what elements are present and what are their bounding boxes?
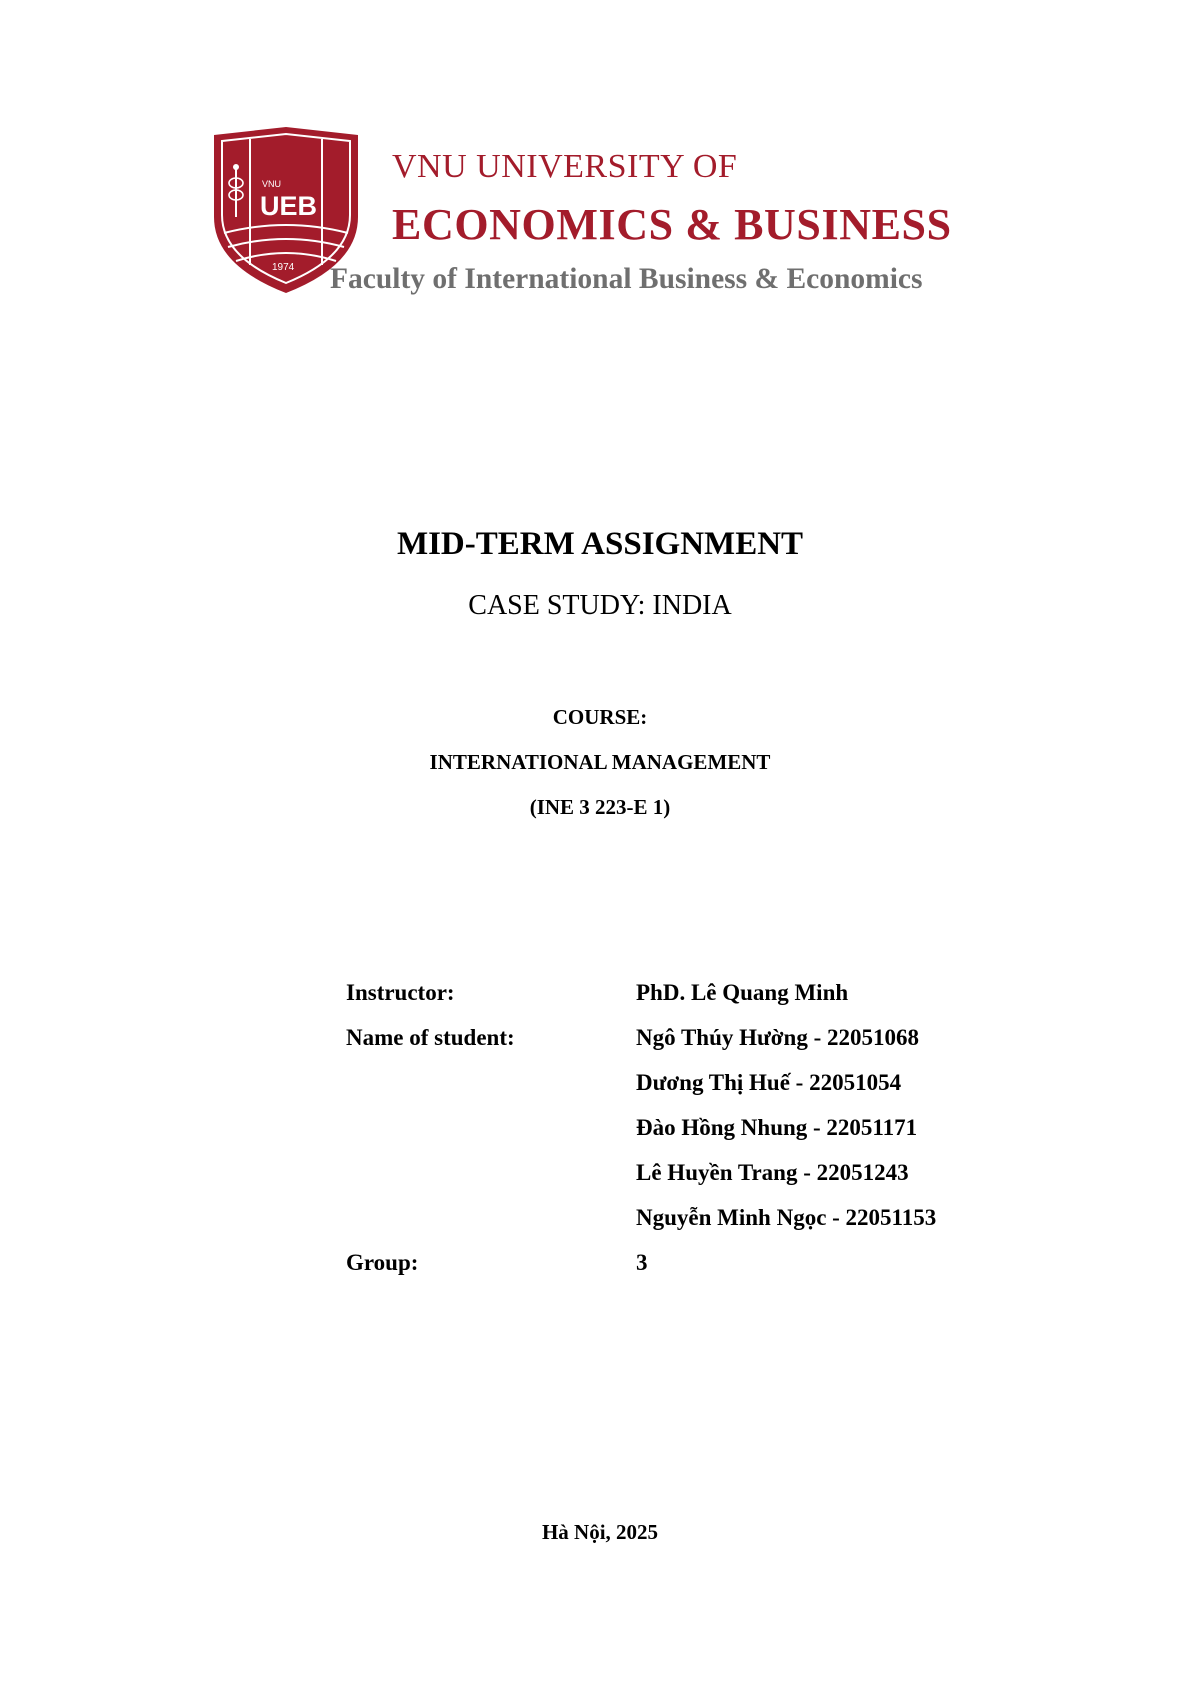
course-label: COURSE: (552, 705, 648, 729)
group-value: 3 (636, 1250, 648, 1275)
university-name-line1: VNU UNIVERSITY OF (392, 148, 738, 185)
student-name: Lê Huyền Trang - 22051243 (636, 1160, 909, 1185)
document-title: MID-TERM ASSIGNMENT (396, 526, 804, 562)
crest-abbr: UEB (260, 191, 318, 221)
student-name: Đào Hồng Nhung - 22051171 (636, 1115, 918, 1140)
students-label: Name of student: (346, 1025, 515, 1050)
group-label: Group: (346, 1250, 419, 1275)
university-name-line2: ECONOMICS & BUSINESS (392, 200, 952, 249)
instructor-label: Instructor: (346, 980, 455, 1005)
document-subtitle: CASE STUDY: INDIA (468, 590, 732, 621)
faculty-name: Faculty of International Business & Economics (330, 263, 923, 295)
crest-year: 1974 (272, 262, 295, 273)
instructor-value: PhD. Lê Quang Minh (636, 980, 849, 1005)
student-name: Dương Thị Huế - 22051054 (636, 1070, 902, 1095)
course-name: INTERNATIONAL MANAGEMENT (429, 750, 771, 774)
student-name: Ngô Thúy Hường - 22051068 (636, 1025, 919, 1050)
place-date: Hà Nội, 2025 (541, 1520, 659, 1544)
course-code: (INE 3 223-E 1) (529, 795, 671, 819)
student-name: Nguyễn Minh Ngọc - 22051153 (636, 1205, 937, 1230)
crest-small-text: VNU (262, 179, 282, 189)
